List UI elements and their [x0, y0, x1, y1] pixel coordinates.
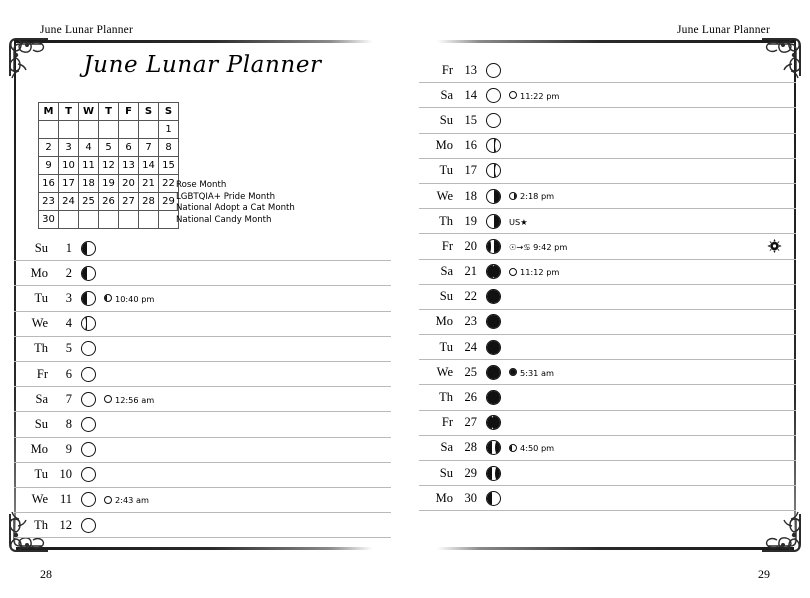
day-row[interactable] — [14, 412, 391, 437]
calendar-week-row — [39, 157, 179, 175]
moon-phase-cell — [479, 88, 507, 103]
day-of-week-label: Mo — [30, 442, 48, 457]
day-number-label: 3 — [65, 290, 72, 305]
moon-phase-waxing-crescent-thin-icon — [486, 113, 501, 128]
moon-phase-first-quarter-icon — [509, 192, 517, 200]
calendar-day-cell[interactable]: 27 — [119, 193, 139, 211]
moon-phase-full-moon-icon — [509, 368, 517, 376]
day-of-week-label: Tu — [439, 163, 453, 178]
day-number-label: 28 — [464, 440, 477, 455]
day-row[interactable] — [419, 83, 796, 108]
calendar-empty-cell — [99, 121, 119, 139]
day-number-label: 12 — [59, 517, 72, 532]
calendar-week-row — [39, 211, 179, 229]
moon-phase-cell — [479, 289, 507, 304]
frame-rule-bottom — [437, 547, 796, 550]
day-list-left — [14, 236, 391, 538]
day-of-week-label: Tu — [34, 467, 48, 482]
day-row[interactable] — [419, 234, 796, 259]
frame-rule-top — [437, 40, 796, 43]
calendar-empty-cell — [119, 211, 139, 229]
day-of-week-label: We — [436, 188, 453, 203]
day-of-week-label: We — [31, 316, 48, 331]
day-of-week-label: Fr — [441, 238, 453, 253]
day-event-text: US★ — [509, 216, 528, 227]
page-title: June Lunar Planner — [83, 52, 322, 78]
calendar-day-cell[interactable]: 4 — [79, 139, 99, 157]
day-row[interactable] — [419, 335, 796, 360]
day-row[interactable] — [419, 159, 796, 184]
moon-phase-waxing-gibbous-wide-icon — [486, 264, 501, 279]
moon-phase-cell — [74, 341, 102, 356]
moon-phase-cell — [479, 264, 507, 279]
day-row[interactable] — [14, 463, 391, 488]
day-of-week-label: Th — [34, 341, 48, 356]
calendar-day-cell[interactable]: 25 — [79, 193, 99, 211]
moon-phase-waning-crescent-thin-icon — [81, 341, 96, 356]
moon-phase-first-quarter-icon — [486, 214, 501, 229]
day-row[interactable] — [14, 438, 391, 463]
moon-phase-new-moon-icon — [81, 518, 96, 533]
day-event-text: 5:31 am — [520, 367, 554, 378]
day-row[interactable] — [14, 337, 391, 362]
day-number-label: 10 — [59, 467, 72, 482]
day-number-label: 29 — [464, 465, 477, 480]
day-row[interactable] — [14, 387, 391, 412]
day-number-label: 16 — [464, 138, 477, 153]
moon-phase-cell — [74, 392, 102, 407]
day-event-text: 4:50 pm — [520, 443, 555, 454]
day-row[interactable] — [419, 310, 796, 335]
solstice-sun-ornament-icon — [767, 239, 782, 254]
day-of-week-label: Su — [439, 289, 453, 304]
calendar-empty-cell — [39, 121, 59, 139]
moon-phase-new-moon-icon — [486, 63, 501, 78]
moon-phase-cell — [479, 340, 507, 355]
calendar-week-row — [39, 139, 179, 157]
day-of-week-label: Sa — [440, 264, 453, 279]
day-event-text: 11:22 pm — [520, 90, 560, 101]
corner-ornament-icon — [758, 510, 804, 556]
calendar-empty-cell — [79, 211, 99, 229]
calendar-day-cell[interactable]: 10 — [59, 157, 79, 175]
moon-phase-last-quarter-icon — [81, 291, 96, 306]
calendar-day-cell[interactable]: 12 — [99, 157, 119, 175]
day-of-week-label: Fr — [36, 366, 48, 381]
day-of-week-label: Mo — [30, 265, 48, 280]
day-row[interactable] — [419, 285, 796, 310]
moon-phase-waning-crescent-wide-icon — [81, 241, 96, 256]
day-number-label: 6 — [65, 366, 72, 381]
day-number-label: 24 — [464, 339, 477, 354]
day-number-label: 13 — [464, 62, 477, 77]
day-number-label: 15 — [464, 112, 477, 127]
day-row[interactable] — [419, 436, 796, 461]
month-observance-item: LGBTQIA+ Pride Month — [176, 191, 276, 202]
moon-phase-full-moon-icon — [486, 365, 501, 380]
day-of-week-label: Sa — [440, 440, 453, 455]
moon-phase-waning-gibbous-wide-icon — [486, 415, 501, 430]
calendar-day-cell[interactable]: 6 — [119, 139, 139, 157]
calendar-day-cell[interactable]: 28 — [139, 193, 159, 211]
moon-phase-new-moon-edge-icon — [81, 392, 96, 407]
calendar-day-cell[interactable]: 8 — [159, 139, 179, 157]
moon-phase-cell — [479, 138, 507, 153]
day-of-week-label: Tu — [34, 290, 48, 305]
day-row[interactable] — [14, 362, 391, 387]
moon-phase-cell — [479, 163, 507, 178]
moon-phase-cell — [74, 241, 102, 256]
day-number-label: 9 — [65, 442, 72, 457]
moon-phase-waxing-crescent-thin-icon — [486, 88, 501, 103]
day-of-week-label: Tu — [439, 339, 453, 354]
moon-phase-new-moon-icon — [81, 442, 96, 457]
day-event — [507, 443, 554, 452]
day-event-text: ☉→♋ 9:42 pm — [509, 241, 568, 252]
day-row[interactable] — [14, 236, 391, 261]
day-event — [507, 368, 554, 377]
day-event-text: 2:18 pm — [520, 191, 555, 202]
moon-phase-new-moon-icon — [81, 467, 96, 482]
day-row[interactable] — [419, 461, 796, 486]
calendar-day-cell[interactable]: 14 — [139, 157, 159, 175]
calendar-weekday-header: S — [139, 103, 159, 121]
calendar-week-row — [39, 193, 179, 211]
moon-phase-waxing-crescent-icon — [486, 138, 501, 153]
day-event — [507, 191, 554, 200]
moon-phase-cell — [74, 467, 102, 482]
moon-phase-cell — [74, 492, 102, 507]
day-number-label: 26 — [464, 390, 477, 405]
moon-phase-cell — [479, 440, 507, 455]
day-of-week-label: Fr — [441, 415, 453, 430]
moon-phase-waxing-gibbous-icon — [486, 239, 501, 254]
moon-phase-new-moon-icon — [509, 91, 517, 99]
month-observance-item: National Candy Month — [176, 214, 272, 225]
day-number-label: 23 — [464, 314, 477, 329]
moon-phase-cell — [479, 415, 507, 430]
day-number-label: 20 — [464, 238, 477, 253]
moon-phase-cell — [74, 417, 102, 432]
moon-phase-new-moon-icon — [81, 492, 96, 507]
day-row[interactable] — [419, 209, 796, 234]
day-number-label: 4 — [65, 316, 72, 331]
calendar-week-row — [39, 121, 179, 139]
day-of-week-label: We — [436, 364, 453, 379]
day-event-text: 12:56 am — [115, 394, 155, 405]
moon-phase-cell — [479, 365, 507, 380]
moon-phase-cell — [479, 390, 507, 405]
moon-phase-last-quarter-icon — [509, 444, 517, 452]
moon-phase-cell — [74, 442, 102, 457]
frame-rule-top — [14, 40, 373, 43]
day-of-week-label: We — [31, 492, 48, 507]
day-row[interactable] — [419, 260, 796, 285]
calendar-day-cell[interactable]: 24 — [59, 193, 79, 211]
page-number-right: 29 — [758, 567, 770, 581]
day-event — [102, 294, 154, 303]
running-head-left: June Lunar Planner — [40, 24, 134, 36]
day-of-week-label: Th — [439, 390, 453, 405]
moon-phase-waning-gibbous-icon — [486, 466, 501, 481]
calendar-day-cell[interactable]: 29 — [159, 193, 179, 211]
day-row[interactable] — [419, 58, 796, 83]
calendar-empty-cell — [119, 121, 139, 139]
calendar-day-cell[interactable]: 26 — [99, 193, 119, 211]
moon-phase-new-moon-icon — [104, 395, 112, 403]
calendar-empty-cell — [139, 121, 159, 139]
day-event — [507, 91, 559, 100]
day-row[interactable] — [419, 486, 796, 511]
calendar-empty-cell — [99, 211, 119, 229]
calendar-empty-cell — [59, 121, 79, 139]
day-event — [507, 242, 567, 251]
moon-phase-waxing-crescent-icon — [486, 163, 501, 178]
moon-phase-full-moon-icon — [486, 314, 501, 329]
mini-calendar — [38, 102, 179, 229]
month-observance-item: National Adopt a Cat Month — [176, 203, 295, 214]
moon-phase-cell — [74, 518, 102, 533]
day-number-label: 8 — [65, 416, 72, 431]
calendar-week-row — [39, 175, 179, 193]
moon-phase-cell — [479, 214, 507, 229]
calendar-empty-cell — [79, 121, 99, 139]
day-of-week-label: Su — [34, 416, 48, 431]
calendar-day-cell[interactable]: 23 — [39, 193, 59, 211]
moon-phase-cell — [74, 316, 102, 331]
moon-phase-full-moon-icon — [486, 390, 501, 405]
moon-phase-cell — [74, 367, 102, 382]
day-of-week-label: Su — [439, 465, 453, 480]
calendar-body — [39, 121, 179, 229]
moon-phase-last-quarter-icon — [104, 294, 112, 302]
day-row[interactable] — [14, 488, 391, 513]
moon-phase-waning-crescent-thin-icon — [81, 367, 96, 382]
day-row[interactable] — [14, 286, 391, 311]
month-observances — [176, 180, 295, 226]
day-event-text: 2:43 am — [115, 495, 149, 506]
calendar-day-cell[interactable]: 15 — [159, 157, 179, 175]
day-of-week-label: Su — [439, 112, 453, 127]
day-number-label: 11 — [59, 492, 72, 507]
calendar-day-cell[interactable]: 17 — [59, 175, 79, 193]
day-event — [102, 395, 154, 404]
calendar-weekday-header: W — [79, 103, 99, 121]
day-event — [507, 267, 559, 276]
calendar-weekday-header: S — [159, 103, 179, 121]
day-list-right — [419, 58, 796, 511]
day-row[interactable] — [419, 360, 796, 385]
calendar-empty-cell — [139, 211, 159, 229]
calendar-weekday-header: M — [39, 103, 59, 121]
moon-phase-waning-crescent-wide-icon — [81, 266, 96, 281]
day-event — [102, 495, 149, 504]
moon-phase-cell — [479, 314, 507, 329]
day-row[interactable] — [14, 513, 391, 538]
day-of-week-label: Sa — [440, 87, 453, 102]
day-number-label: 7 — [65, 391, 72, 406]
moon-phase-full-moon-icon — [486, 340, 501, 355]
calendar-day-cell[interactable]: 3 — [59, 139, 79, 157]
day-number-label: 17 — [464, 163, 477, 178]
frame-rule-bottom — [14, 547, 373, 550]
day-of-week-label: Mo — [435, 490, 453, 505]
moon-phase-cell — [479, 491, 507, 506]
moon-phase-first-quarter-icon — [486, 189, 501, 204]
day-number-label: 1 — [65, 240, 72, 255]
day-number-label: 2 — [65, 265, 72, 280]
moon-phase-last-quarter-dark-icon — [486, 491, 501, 506]
day-row[interactable] — [14, 261, 391, 286]
calendar-weekday-header: T — [99, 103, 119, 121]
day-row[interactable] — [419, 108, 796, 133]
calendar-day-cell[interactable]: 30 — [39, 211, 59, 229]
moon-phase-cell — [479, 63, 507, 78]
moon-phase-cell — [479, 189, 507, 204]
day-of-week-label: Th — [439, 213, 453, 228]
calendar-weekday-header: F — [119, 103, 139, 121]
calendar-day-cell[interactable]: 9 — [39, 157, 59, 175]
day-number-label: 21 — [464, 264, 477, 279]
day-row[interactable] — [14, 312, 391, 337]
moon-phase-cell — [74, 291, 102, 306]
calendar-day-cell[interactable]: 11 — [79, 157, 99, 175]
calendar-empty-cell — [59, 211, 79, 229]
day-event-text: 10:40 pm — [115, 293, 155, 304]
day-of-week-label: Fr — [441, 62, 453, 77]
day-row[interactable] — [419, 385, 796, 410]
day-number-label: 27 — [464, 415, 477, 430]
day-of-week-label: Su — [34, 240, 48, 255]
moon-phase-cell — [74, 266, 102, 281]
day-event-text: 11:12 pm — [520, 266, 560, 277]
day-number-label: 14 — [464, 87, 477, 102]
day-number-label: 5 — [65, 341, 72, 356]
day-of-week-label: Sa — [35, 391, 48, 406]
day-number-label: 25 — [464, 364, 477, 379]
calendar-day-cell[interactable]: 7 — [139, 139, 159, 157]
calendar-day-cell[interactable]: 20 — [119, 175, 139, 193]
moon-phase-full-moon-icon — [486, 289, 501, 304]
calendar-day-cell[interactable]: 5 — [99, 139, 119, 157]
moon-phase-cell — [479, 239, 507, 254]
calendar-day-cell[interactable]: 16 — [39, 175, 59, 193]
calendar-day-cell[interactable]: 1 — [159, 121, 179, 139]
moon-phase-waning-gibbous-icon — [486, 440, 501, 455]
day-number-label: 30 — [464, 490, 477, 505]
day-number-label: 18 — [464, 188, 477, 203]
month-observance-item: Rose Month — [176, 180, 227, 190]
day-row[interactable] — [419, 411, 796, 436]
day-of-week-label: Mo — [435, 314, 453, 329]
calendar-day-cell[interactable]: 18 — [79, 175, 99, 193]
day-number-label: 19 — [464, 213, 477, 228]
moon-phase-waning-crescent-icon — [81, 316, 96, 331]
calendar-day-cell[interactable]: 13 — [119, 157, 139, 175]
page-number-left: 28 — [40, 567, 52, 581]
running-head-right: June Lunar Planner — [676, 24, 770, 36]
right-page — [405, 0, 810, 598]
moon-phase-new-moon-icon — [509, 268, 517, 276]
day-event — [507, 217, 528, 226]
calendar-day-cell[interactable]: 22 — [159, 175, 179, 193]
moon-phase-cell — [479, 113, 507, 128]
moon-phase-new-moon-icon — [104, 496, 112, 504]
day-number-label: 22 — [464, 289, 477, 304]
moon-phase-new-moon-icon — [81, 417, 96, 432]
calendar-day-cell[interactable]: 21 — [139, 175, 159, 193]
day-row[interactable] — [419, 184, 796, 209]
calendar-day-cell[interactable]: 2 — [39, 139, 59, 157]
day-of-week-label: Th — [34, 517, 48, 532]
calendar-day-cell[interactable]: 19 — [99, 175, 119, 193]
day-of-week-label: Mo — [435, 138, 453, 153]
moon-phase-cell — [479, 466, 507, 481]
calendar-header-row — [39, 103, 179, 121]
day-row[interactable] — [419, 134, 796, 159]
calendar-weekday-header: T — [59, 103, 79, 121]
